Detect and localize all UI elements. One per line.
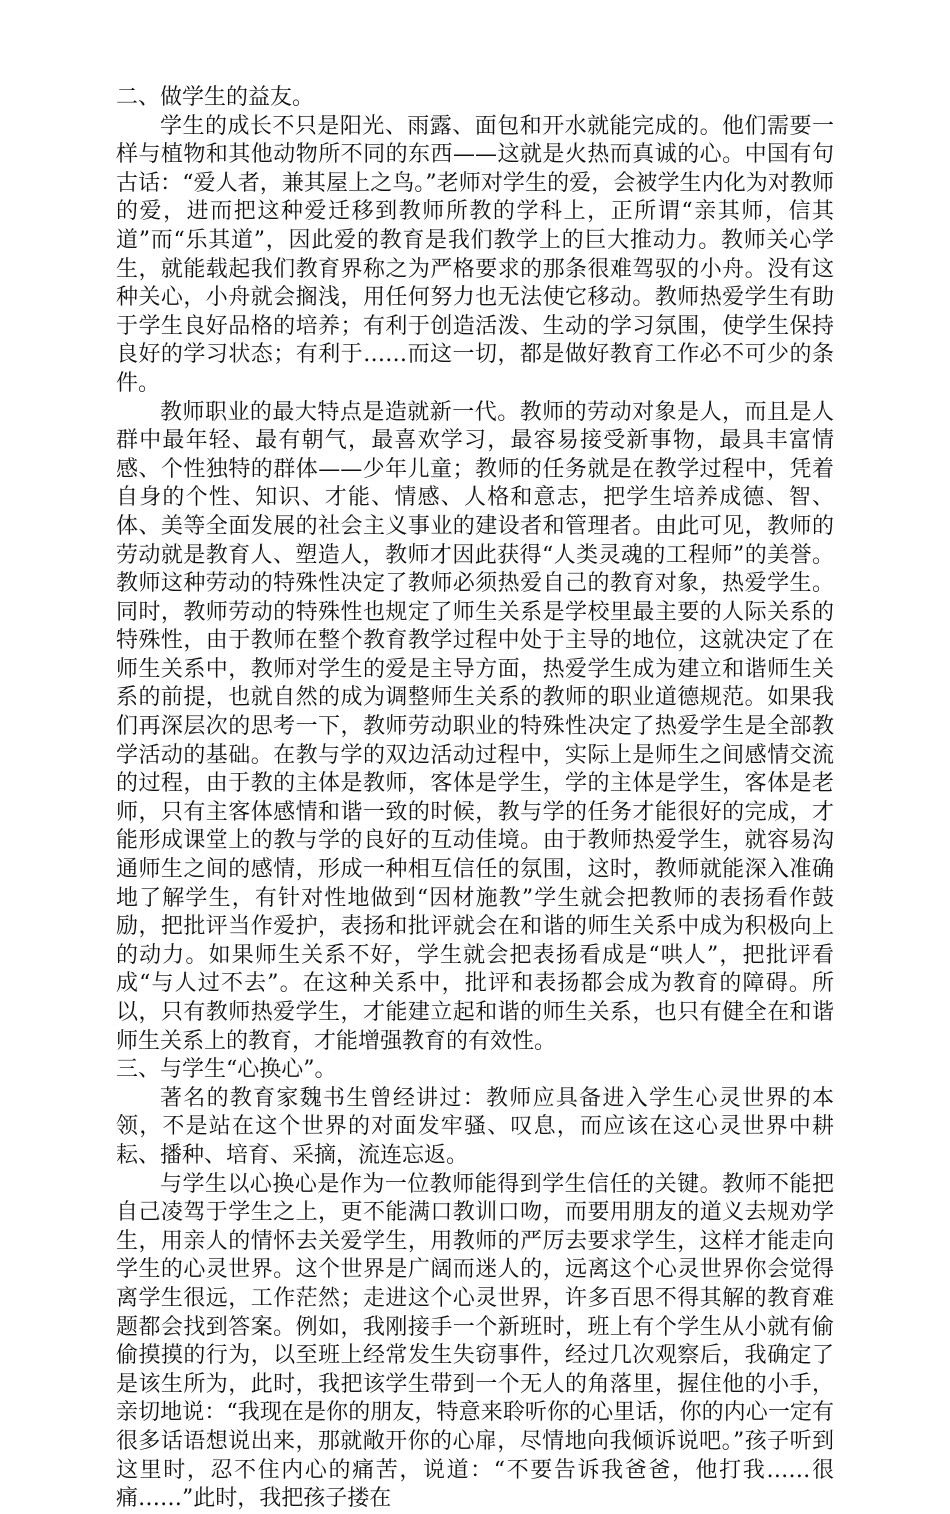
paragraph-wei-shusheng-quote: 著名的教育家魏书生曾经讲过：教师应具备进入学生心灵世界的本领，不是站在这个世界的对面发牢骚、叹息，而应该在这心灵世界中耕耘、播种、培育、采摘，流连忘返。 — [116, 1085, 834, 1168]
section-heading-3: 三、与学生“心换心”。 — [116, 1057, 337, 1083]
document-page — [116, 84, 834, 1514]
paragraph-love-education: 学生的成长不只是阳光、雨露、面包和开水就能完成的。他们需要一样与植物和其他动物所不同的东西——这就是火热而真诚的心。中国有句古话：“爱人者，兼其屋上之鸟。”老师对学生的爱，会被学生内化为对教师的爱，进而把这种爱迁移到教师所教的学科上，正所谓“亲其师，信其道”而“乐其道”，因此爱的教育是我们教学上的巨大推动力。教师关心学生，就能载起我们教育界称之为严格要求的那条很难驾驭的小舟。没有这种关心，小舟就会搁浅，用任何努力也无法使它移动。教师热爱学生有助于学生良好品格的培养；有利于创造活泼、生动的学习氛围，使学生保持良好的学习状态；有利于……而这一切，都是做好教育工作必不可少的条件。 — [116, 113, 834, 396]
paragraph-heart-to-heart: 与学生以心换心是作为一位教师能得到学生信任的关键。教师不能把自己凌驾于学生之上，更不能满口教训口吻，而要用朋友的道义去规劝学生，用亲人的情怀去关爱学生，用教师的严厉去要求学生，这样才能走向学生的心灵世界。这个世界是广阔而迷人的，远离这个心灵世界你会觉得离学生很远，工作茫然；走进这个心灵世界，许多百思不得其解的教育难题都会找到答案。例如，我刚接手一个新班时，班上有个学生从小就有偷偷摸摸的行为，以至班上经常发生失窃事件，经过几次观察后，我确定了是该生所为，此时，我把该学生带到一个无人的角落里，握住他的小手，亲切地说：“我现在是你的朋友，特意来聆听你的心里话，你的内心一定有很多话语想说出来，那就敞开你的心扉，尽情地向我倾诉说吧。”孩子听到这里时，忍不住内心的痛苦，说道：“不要告诉我爸爸，他打我……很痛……”此时，我把孩子搂在 — [116, 1171, 834, 1512]
section-heading-2: 二、做学生的益友。 — [116, 85, 315, 110]
paragraph-teacher-profession: 教师职业的最大特点是造就新一代。教师的劳动对象是人，而且是人群中最年轻、最有朝气，最喜欢学习，最容易接受新事物，最具丰富情感、个性独特的群体——少年儿童；教师的任务就是在教学过程中，凭着自身的个性、知识、才能、情感、人格和意志，把学生培养成德、智、体、美等全面发展的社会主义事业的建设者和管理者。由此可见，教师的劳动就是教育人、塑造人，教师才因此获得“人类灵魂的工程师”的美誉。教师这种劳动的特殊性决定了教师必须热爱自己的教育对象，热爱学生。同时，教师劳动的特殊性也规定了师生关系是学校里最主要的人际关系的特殊性，由于教师在整个教育教学过程中处于主导的地位，这就决定了在师生关系中，教师对学生的爱是主导方面，热爱学生成为建立和谐师生关系的前提，也就自然的成为调整师生关系的教师的职业道德规范。如果我们再深层次的思考一下，教师劳动职业的特殊性决定了热爱学生是全部教学活动的基础。在教与学的双边活动过程中，实际上是师生之间感情交流的过程，由于教的主体是教师，客体是学生，学的主体是学生，客体是老师，只有主客体感情和谐一致的时候，教与学的任务才能很好的完成，才能形成课堂上的教与学的良好的互动佳境。由于教师热爱学生，就容易沟通师生之间的感情，形成一种相互信任的氛围，这时，教师就能深入准确地了解学生，有针对性地做到“因材施教”学生就会把教师的表扬看作鼓励，把批评当作爱护，表扬和批评就会在和谐的师生关系中成为积极向上的动力。如果师生关系不好，学生就会把表扬看成是“哄人”，把批评看成“与人过不去”。在这种关系中，批评和表扬都会成为教育的障碍。所以，只有教师热爱学生，才能建立起和谐的师生关系，也只有健全在和谐师生关系上的教育，才能增强教育的有效性。 — [116, 399, 834, 1054]
